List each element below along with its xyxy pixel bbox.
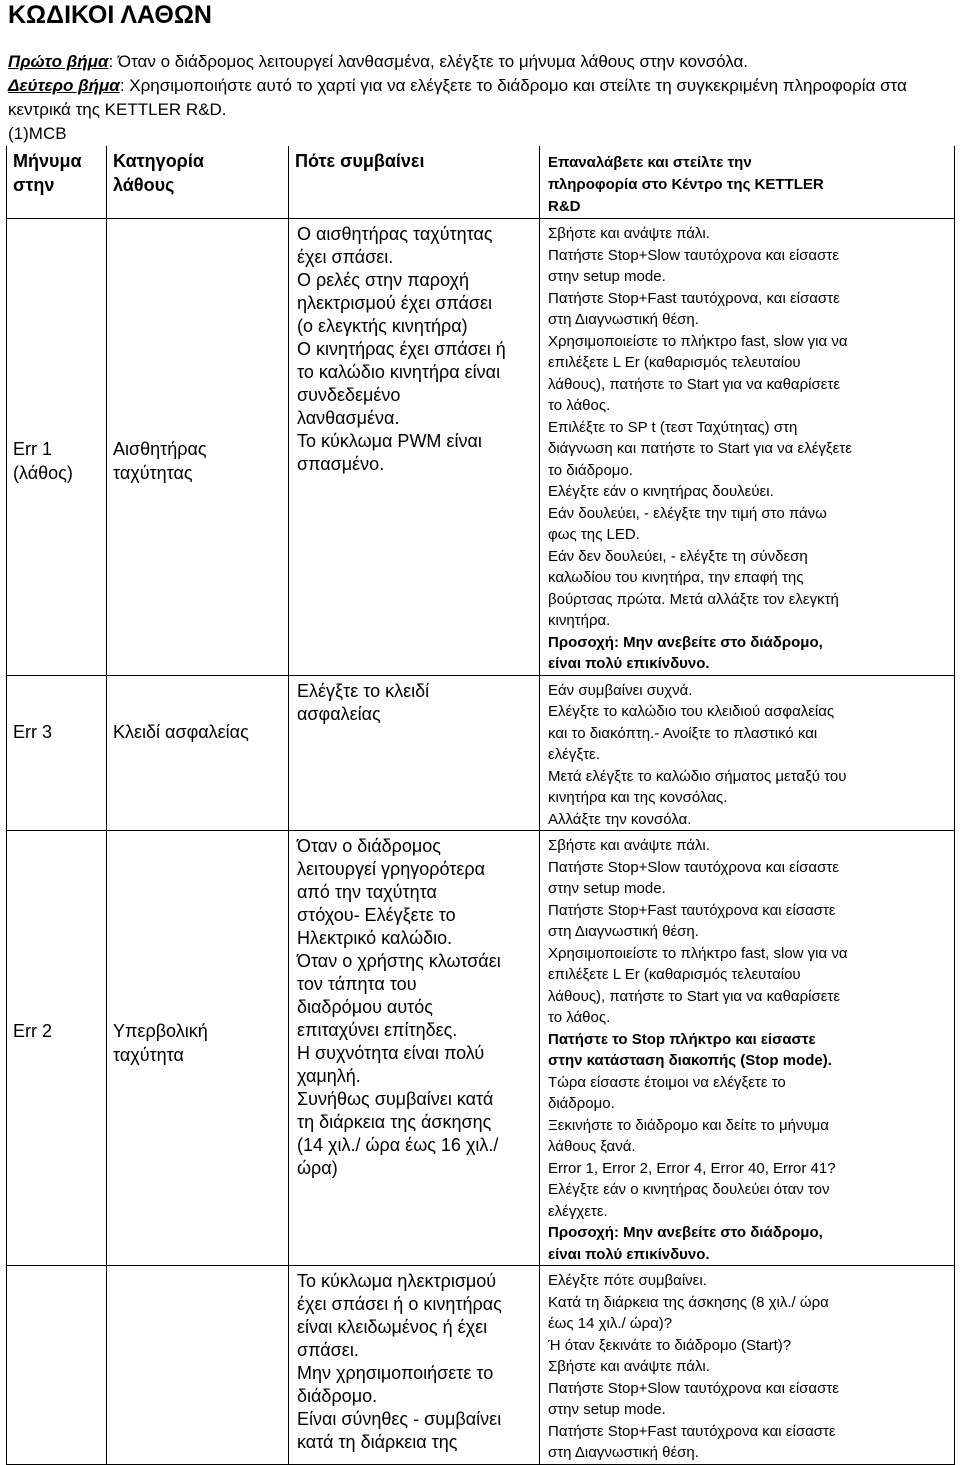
text-line: Ελέγξτε το κλειδί — [297, 680, 430, 701]
text-line: στην setup mode. — [548, 880, 666, 897]
text-line: σπάσει. — [297, 1340, 359, 1360]
row-3-action-text-b — [548, 1072, 948, 1223]
row-4-action — [540, 1266, 955, 1465]
text-line: στην setup mode. — [548, 1401, 666, 1418]
text-line: Πατήστε Stop+Slow ταυτόχρονα και είσαστε — [548, 858, 839, 876]
step-1-text: : Όταν ο διάδρομος λειτουργεί λανθασμένα, ελέγξτε το μήνυμα λάθους στην κονσόλα. — [108, 52, 749, 71]
error-codes-table — [6, 146, 955, 1465]
step-1 — [8, 50, 958, 74]
text-line: Πατήστε Stop+Fast ταυτόχρονα και είσαστε — [548, 1422, 836, 1440]
text-line: λειτουργεί γρηγορότερα — [297, 859, 486, 879]
header-category-line-1: Κατηγορία — [113, 151, 204, 171]
text-line: φως της LED. — [548, 526, 640, 543]
text-line: Ελέγξτε εάν ο κινητήρας δουλεύει. — [548, 483, 774, 500]
text-line: Η συχνότητα είναι πολύ — [297, 1043, 485, 1063]
text-line: διαδρόμου αυτός — [297, 997, 433, 1017]
text-line: Ελέγξτε το καλώδιο του κλειδιού ασφαλείας — [548, 703, 835, 720]
text-line: Συνήθως συμβαίνει κατά — [297, 1089, 494, 1109]
row-1-category-line-1: Αισθητήρας — [113, 439, 207, 459]
row-4-action-text — [540, 1266, 954, 1464]
text-line: χαμηλή. — [297, 1066, 361, 1086]
row-2-category-line-1: Κλειδί ασφαλείας — [113, 721, 249, 742]
text-line: στην κατάσταση διακοπής (Stop mode). — [548, 1052, 832, 1069]
text-line: Πατήστε Stop+Slow ταυτόχρονα και είσαστε — [548, 246, 839, 264]
row-3-code — [7, 831, 107, 1266]
row-4-when-text — [289, 1266, 539, 1454]
text-line: έως 14 χιλ./ ώρα)? — [548, 1315, 673, 1332]
text-line: Όταν ο χρήστης κλωτσάει — [297, 951, 501, 971]
row-3-action — [540, 831, 955, 1266]
text-line: Πατήστε Stop+Slow ταυτόχρονα και είσαστε — [548, 1379, 839, 1397]
step-2-label: Δεύτερο βήμα — [8, 76, 120, 95]
table-row — [7, 831, 955, 1266]
row-1-code — [7, 219, 107, 676]
page-title: ΚΩΔΙΚΟΙ ΛΑΘΩΝ — [8, 1, 212, 29]
text-line: ελέγχετε. — [548, 1202, 608, 1220]
text-line: Σβήστε και ανάψτε πάλι. — [548, 1358, 710, 1375]
text-line: Εάν δεν δουλεύει, - ελέγξτε τη σύνδεση — [548, 547, 808, 565]
text-line: Πατήστε Stop+Fast ταυτόχρονα, και είσαστε — [548, 289, 840, 307]
text-line: είναι κλειδωμένος ή έχει — [297, 1317, 488, 1337]
text-line: Ελέγξτε εάν ο κινητήρας δουλεύει όταν τον — [548, 1181, 830, 1198]
row-2-code-line-1: Err 3 — [13, 721, 53, 742]
header-category-line-2: λάθους — [113, 175, 175, 195]
header-action-line-2: πληροφορία στο Κέντρο της KETTLER — [548, 176, 824, 193]
header-message-line-2: στην — [13, 175, 55, 195]
text-line: Σβήστε και ανάψτε πάλι. — [548, 225, 710, 242]
row-1-category — [107, 219, 289, 676]
text-line: Πατήστε το Stop πλήκτρο και είσαστε — [548, 1030, 816, 1048]
row-3-category-line-2: ταχύτητα — [113, 1045, 184, 1065]
text-line: από την ταχύτητα — [297, 882, 437, 902]
text-line: κινητήρα και της κονσόλας. — [548, 789, 728, 806]
intro-section — [8, 50, 958, 146]
row-1-when — [289, 219, 540, 676]
text-line: σπασμένο. — [297, 454, 385, 474]
header-action-line-3: R&D — [548, 198, 581, 215]
header-action-line-1: Επαναλάβετε και στείλτε την — [548, 154, 752, 171]
text-line: Ο κινητήρας έχει σπάσει ή — [297, 339, 506, 359]
row-2-when — [289, 675, 540, 831]
header-when — [289, 146, 540, 219]
table-row — [7, 675, 955, 831]
text-line: το λάθος. — [548, 397, 611, 414]
text-line: Εάν δουλεύει, - ελέγξτε την τιμή στο πάνω — [548, 504, 827, 522]
text-line: είναι πολύ επικίνδυνο. — [548, 1245, 710, 1263]
text-line: Το κύκλωμα ηλεκτρισμού — [297, 1271, 497, 1291]
text-line: Είναι σύνηθες - συμβαίνει — [297, 1409, 502, 1429]
text-line: στην setup mode. — [548, 268, 666, 285]
row-3-category — [107, 831, 289, 1266]
header-category — [107, 146, 289, 219]
text-line: ασφαλείας — [297, 703, 381, 724]
text-line: Πατήστε Stop+Fast ταυτόχρονα και είσαστε — [548, 901, 836, 919]
row-3-warning — [548, 1222, 948, 1265]
text-line: (ο ελεγκτής κινητήρα) — [297, 316, 468, 336]
text-line: κινητήρα. — [548, 612, 611, 629]
mcb-label: (1)MCB — [8, 124, 67, 143]
text-line: Όταν ο διάδρομος — [297, 836, 441, 856]
row-2-category — [107, 675, 289, 831]
text-line: ώρα) — [297, 1158, 338, 1178]
text-line: τον τάπητα του — [297, 974, 417, 994]
text-line: Χρησιμοποιείστε το πλήκτρο fast, slow για να — [548, 332, 848, 350]
row-1-warning — [548, 632, 948, 675]
text-line: επιταχύνει επίτηδες. — [297, 1020, 458, 1040]
text-line: τη διάρκεια της άσκησης — [297, 1112, 492, 1132]
text-line: Προσοχή: Μην ανεβείτε στο διάδρομο, — [548, 1224, 823, 1241]
row-4-code — [7, 1266, 107, 1465]
text-line: Χρησιμοποιείστε το πλήκτρο fast, slow για να — [548, 944, 848, 962]
text-line: λανθασμένα. — [297, 408, 400, 428]
text-line: Ή όταν ξεκινάτε το διάδρομο (Start)? — [548, 1336, 792, 1354]
row-1-action — [540, 219, 955, 676]
text-line: Ηλεκτρικό καλώδιο. — [297, 928, 453, 948]
text-line: βούρτσας πρώτα. Μετά αλλάξτε τον ελεγκτή — [548, 590, 839, 608]
row-3-when — [289, 831, 540, 1266]
row-4-when — [289, 1266, 540, 1465]
row-4-category — [107, 1266, 289, 1465]
text-line: έχει σπάσει ή ο κινητήρας — [297, 1294, 502, 1314]
text-line: λάθους), πατήστε το Start για να καθαρίσετε — [548, 375, 841, 393]
row-2-action — [540, 675, 955, 831]
text-line: ηλεκτρισμού έχει σπάσει — [297, 293, 493, 313]
text-line: διάγνωση και πατήστε το Start για να ελέγξετε — [548, 440, 852, 457]
table-row — [7, 1266, 955, 1465]
text-line: στόχου- Ελέγξετε το — [297, 905, 456, 925]
header-action — [540, 146, 955, 219]
text-line: Προσοχή: Μην ανεβείτε στο διάδρομο, — [548, 633, 823, 651]
step-2-text: : Χρησιμοποιήστε αυτό το χαρτί για να ελέγξετε το διάδρομο και στείλτε τη συγκεκριμένη πληροφορία στα κεντρικά της KETTLER R&D. — [8, 76, 907, 119]
text-line: επιλέξετε L Er (καθαρισμός τελευταίου — [548, 354, 801, 371]
row-3-stop-mode-note — [548, 1029, 948, 1072]
step-1-label: Πρώτο βήμα — [8, 52, 109, 71]
text-line: Ο αισθητήρας ταχύτητας — [297, 224, 493, 244]
text-line: και το διακόπτη.- Ανοίξτε το πλαστικό και — [548, 724, 818, 742]
text-line: Το κύκλωμα PWM είναι — [297, 431, 482, 451]
table-header-row — [7, 146, 955, 219]
text-line: Σβήστε και ανάψτε πάλι. — [548, 837, 710, 854]
text-line: συνδεδεμένο — [297, 385, 401, 405]
text-line: Κατά τη διάρκεια της άσκησης (8 χιλ./ ώρα — [548, 1293, 829, 1311]
text-line: το λάθος. — [548, 1009, 611, 1026]
text-line: το διάδρομο. — [548, 461, 633, 479]
text-line: Μετά ελέγξτε το καλώδιο σήματος μεταξύ του — [548, 767, 847, 785]
row-3-action-text-a — [548, 835, 948, 1029]
text-line: στη Διαγνωστική θέση. — [548, 311, 699, 328]
row-1-category-line-2: ταχύτητας — [113, 463, 193, 483]
text-line: Ο ρελές στην παροχή — [297, 270, 469, 290]
text-line: Ξεκινήστε το διάδρομο και δείτε το μήνυμα — [548, 1116, 829, 1134]
text-line: Error 1, Error 2, Error 4, Error 40, Error 41? — [548, 1159, 836, 1177]
text-line: Ελέγξτε πότε συμβαίνει. — [548, 1272, 707, 1289]
text-line: στη Διαγνωστική θέση. — [548, 923, 699, 940]
text-line: είναι πολύ επικίνδυνο. — [548, 655, 710, 672]
step-2 — [8, 74, 958, 122]
text-line: επιλέξετε L Er (καθαρισμός τελευταίου — [548, 966, 801, 983]
text-line: κατά τη διάρκεια της — [297, 1432, 458, 1452]
row-3-code-line-1: Err 2 — [13, 1021, 53, 1041]
text-line: έχει σπάσει. — [297, 247, 394, 267]
row-2-when-text — [289, 676, 539, 726]
row-1-code-line-2: (λάθος) — [13, 463, 73, 483]
header-message-line-1: Μήνυμα — [13, 151, 82, 171]
header-when-text: Πότε συμβαίνει — [295, 151, 425, 171]
text-line: Μην χρησιμοποιήσετε το — [297, 1363, 494, 1383]
text-line: ελέγξτε. — [548, 746, 600, 763]
row-1-code-line-1: Err 1 — [13, 439, 53, 459]
text-line: Εάν συμβαίνει συχνά. — [548, 681, 693, 699]
row-3-category-line-1: Υπερβολική — [113, 1021, 208, 1041]
text-line: (14 χιλ./ ώρα έως 16 χιλ./ — [297, 1135, 499, 1155]
row-1-when-text — [289, 219, 539, 476]
header-message — [7, 146, 107, 219]
text-line: λάθους ξανά. — [548, 1138, 636, 1155]
text-line: Τώρα είσαστε έτοιμοι να ελέγξετε το — [548, 1073, 786, 1091]
text-line: καλωδίου του κινητήρα, την επαφή της — [548, 569, 804, 586]
row-2-code — [7, 675, 107, 831]
row-1-action-text — [548, 223, 948, 632]
text-line: Επιλέξτε το SP t (τεστ Ταχύτητας) στη — [548, 418, 798, 436]
text-line: διάδρομο. — [297, 1386, 378, 1406]
text-line: στη Διαγνωστική θέση. — [548, 1444, 699, 1461]
text-line: το καλώδιο κινητήρα είναι — [297, 362, 501, 382]
row-3-when-text — [289, 831, 539, 1180]
text-line: λάθους), πατήστε το Start για να καθαρίσετε — [548, 987, 841, 1005]
row-2-action-text — [540, 676, 954, 831]
text-line: Αλλάξτε την κονσόλα. — [548, 810, 692, 828]
table-row — [7, 219, 955, 676]
text-line: διάδρομο. — [548, 1095, 615, 1112]
